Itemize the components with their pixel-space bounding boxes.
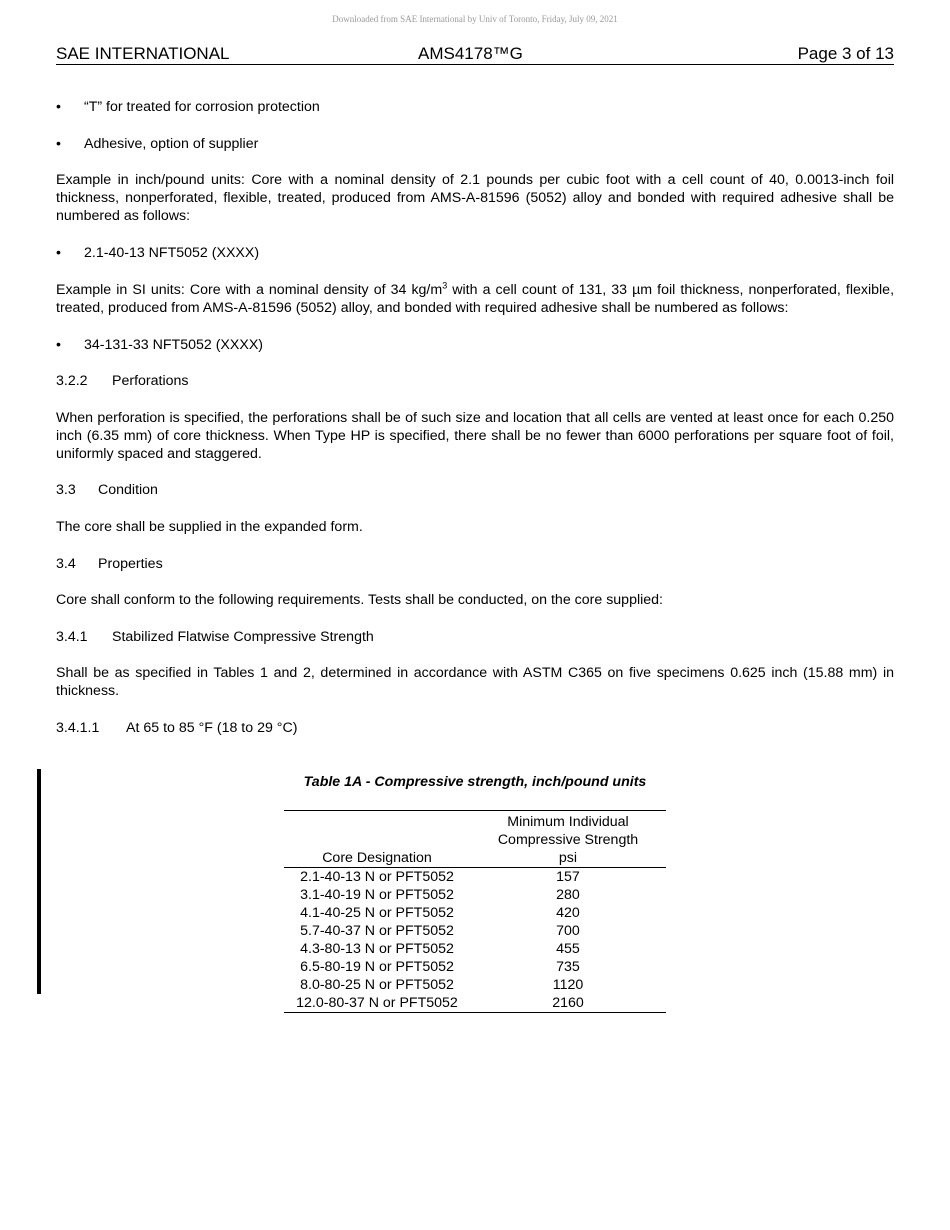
example-si-text-start: Example in SI units: Core with a nominal density of 34 kg/m: [56, 282, 443, 298]
cell-core-designation: 5.7-40-37 N or PFT5052: [300, 923, 454, 939]
table-header-row: [284, 811, 666, 868]
cell-core-designation: 4.3-80-13 N or PFT5052: [300, 941, 454, 957]
section-3-4-text: Core shall conform to the following requirements. Tests shall be conducted, on the core supplied:: [56, 592, 663, 608]
page-header: [56, 44, 894, 65]
cell-psi: 1120: [552, 977, 584, 993]
section-title: Stabilized Flatwise Compressive Strength: [112, 629, 374, 645]
cell-psi: 700: [556, 923, 580, 939]
example-inch-paragraph: Example in inch/pound units: Core with a nominal density of 2.1 pounds per cubic foot with a cell count of 40, 0.0013-inch foil thickness, nonperforated, flexible, treated, produced from AMS-A-81596 (5052) alloy and bonded with required adhesive shall be numbered as follows:: [56, 172, 894, 224]
section-number: 3.4: [56, 556, 76, 572]
bullet-adhesive: • Adhesive, option of supplier: [56, 135, 894, 153]
download-watermark: Downloaded from SAE International by Univ of Toronto, Friday, July 09, 2021: [332, 14, 618, 24]
cell-core-designation: 12.0-80-37 N or PFT5052: [296, 995, 458, 1011]
section-3-3-text: The core shall be supplied in the expanded form.: [56, 519, 363, 535]
bullet-treated: • “T” for treated for corrosion protection: [56, 98, 894, 116]
section-number: 3.4.1: [56, 629, 88, 645]
section-title: At 65 to 85 °F (18 to 29 °C): [126, 720, 298, 736]
table-row: [284, 904, 666, 922]
cell-core-designation: 4.1-40-25 N or PFT5052: [300, 905, 454, 921]
compressive-strength-table: [284, 810, 666, 1013]
section-3-2-2-text: When perforation is specified, the perforations shall be of such size and location that all cells are vented at least once for each 0.250 inch (6.35 mm) of core thickness. When Type HP is specified, there shall be no fewer than 6000 perforations per square foot of foil, uniformly spaced and staggered.: [56, 410, 894, 462]
section-3-2-2-heading: [56, 372, 894, 390]
cell-psi: 2160: [552, 995, 584, 1011]
superscript-cubed: 3: [442, 280, 448, 291]
header-unit: psi: [558, 850, 578, 866]
bullet-example-si-code: • 34-131-33 NFT5052 (XXXX): [56, 336, 894, 354]
header-line: Compressive Strength: [497, 832, 639, 848]
table-row: [284, 922, 666, 940]
cell-psi: 420: [556, 905, 580, 921]
cell-psi: 735: [556, 959, 580, 975]
header-organization: SAE INTERNATIONAL: [56, 44, 230, 63]
cell-psi: 280: [556, 887, 580, 903]
table-title: Table 1A - Compressive strength, inch/pound units: [303, 774, 647, 790]
section-3-4-1-text: Shall be as specified in Tables 1 and 2, determined in accordance with ASTM C365 on five specimens 0.625 inch (15.88 mm) in thickness.: [56, 665, 894, 699]
table-row: [284, 886, 666, 904]
section-3-4-1-heading: [56, 628, 894, 646]
column-header-compressive-strength: [470, 811, 666, 868]
table-row: [284, 994, 666, 1013]
cell-core-designation: 6.5-80-19 N or PFT5052: [300, 959, 454, 975]
header-line: Minimum Individual: [507, 814, 629, 830]
cell-psi: 455: [556, 941, 580, 957]
section-number: 3.2.2: [56, 373, 88, 389]
cell-core-designation: 3.1-40-19 N or PFT5052: [300, 887, 454, 903]
document-body: [56, 98, 894, 737]
section-number: 3.3: [56, 482, 76, 498]
section-number: 3.4.1.1: [56, 720, 100, 736]
section-3-4-1-1-heading: [56, 719, 894, 737]
revision-change-bar: [37, 769, 41, 994]
section-title: Properties: [98, 556, 163, 572]
section-3-4-heading: [56, 555, 894, 573]
example-si-paragraph: [56, 281, 894, 317]
bullet-example-inch-code: • 2.1-40-13 NFT5052 (XXXX): [56, 244, 894, 262]
cell-core-designation: 2.1-40-13 N or PFT5052: [300, 869, 454, 885]
cell-core-designation: 8.0-80-25 N or PFT5052: [300, 977, 454, 993]
header-page-number: Page 3 of 13: [797, 44, 894, 63]
example-si-text-end: with a cell count of 131, 33 µm foil thickness, nonperforated, flexible, treated, produced from AMS-A-81596 (5052) alloy, and bonded with required adhesive shall be numbered as follows:: [56, 282, 895, 316]
table-row: [284, 976, 666, 994]
section-title: Condition: [98, 482, 158, 498]
table-row: [284, 868, 666, 887]
table-row: [284, 940, 666, 958]
table-row: [284, 958, 666, 976]
column-header-core-designation: Core Designation: [284, 811, 470, 868]
section-3-3-heading: [56, 481, 894, 499]
section-title: Perforations: [112, 373, 189, 389]
cell-psi: 157: [556, 869, 580, 885]
header-document-number: AMS4178™G: [418, 44, 523, 63]
